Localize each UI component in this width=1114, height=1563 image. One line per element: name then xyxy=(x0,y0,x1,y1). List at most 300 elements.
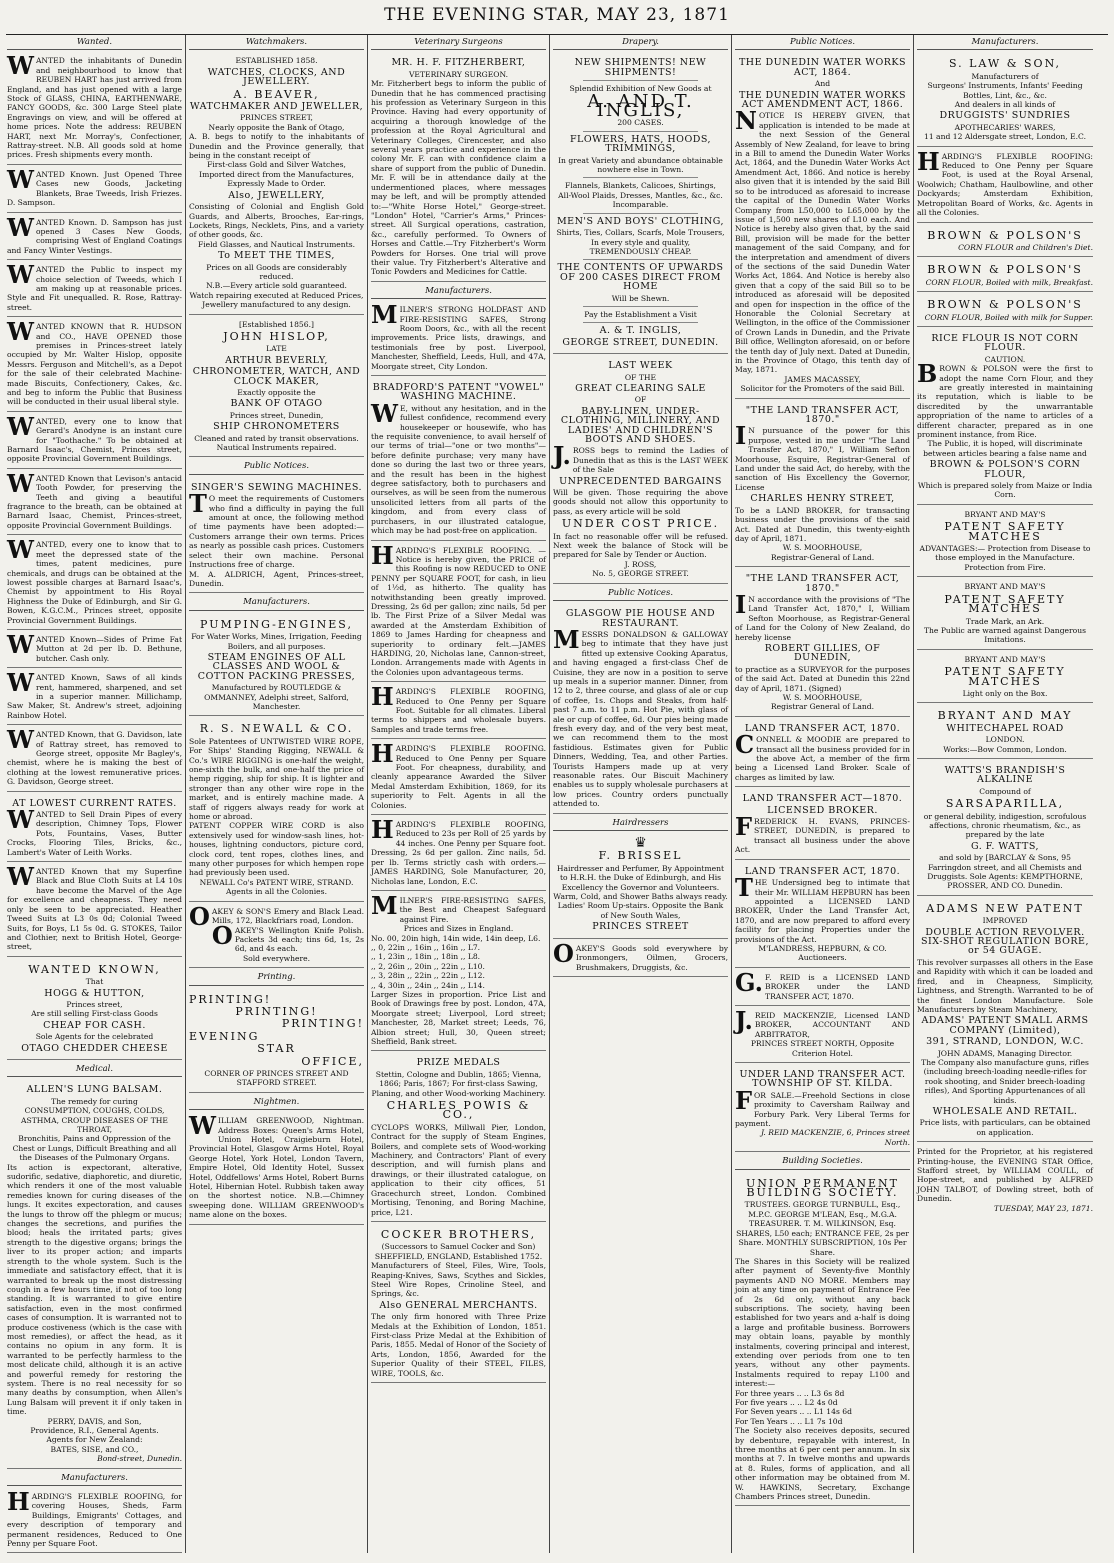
ad-line: PRINCES STREET NORTH, Opposite Criterion Hotel. xyxy=(750,1039,895,1058)
ad-heading: UNDER LAND TRANSFER ACT. TOWNSHIP OF ST. KILDA. xyxy=(739,1069,906,1090)
ad-heading: COCKER BROTHERS, xyxy=(380,1227,537,1241)
ad-line: ARTHUR BEVERLY, xyxy=(225,354,328,366)
ad-line: The remedy for curing xyxy=(51,1096,138,1106)
ad-text: WANTED, every one to know that Gerard's Anodyne is an instant cure for "Toothache." To be obtained at Barnard Isaac's, Chemist, Princes street, opposite Provincial Government Buildings. xyxy=(7,411,182,464)
notice-reid xyxy=(735,967,910,1006)
safe-row: ,, 3, 28in ,, 22in ,, 22in ,, L12. xyxy=(371,971,485,981)
notice-connell-moodie xyxy=(735,719,910,787)
ad-line: ADAMS' PATENT SMALL ARMS COMPANY (Limited), xyxy=(921,1015,1089,1036)
ad-oakey-goods xyxy=(553,938,728,977)
ad-line: The Company also manufacture guns, rifles (including breech-loading needle-rifles for rook shooting, and Snider breech-loading rifles), And Sporting Appurtenances of all kinds. xyxy=(921,1057,1089,1105)
ad-line: For Water Works, Mines, Irrigation, Feeding Boilers, and all purposes. xyxy=(191,632,362,651)
section-heading-wanted: Wanted. xyxy=(7,35,182,50)
ad-line: Which is prepared solely from Maize or India Corn. xyxy=(917,481,1093,500)
safe-row: No. 00, 20in high, 14in wide, 14in deep, L6. xyxy=(371,933,541,943)
ad-line: The Public, it is hoped, will discriminate between articles bearing a false name and xyxy=(923,439,1087,458)
ad-text: OAKEY'S Wellington Knife Polish. Packets 3d each; tins 6d, 1s, 2s 6d, and 4s each. xyxy=(211,920,364,954)
ad-line: N.B.—Every article sold guaranteed. xyxy=(206,281,347,291)
ad-text: TO meet the requirements of Customers who find a difficulty in paying the full amount at once, the following method of time payments have been adopted:—Customers arrange their own terms. Prices as nearly as possible cash prices. Customers select their own machine. Personal Instructions free of charge. xyxy=(189,489,364,570)
ad-brown-polson-3 xyxy=(917,294,1093,327)
ad-line: Manufacturers of xyxy=(971,71,1039,81)
ad-line: LONDON. xyxy=(985,735,1025,745)
ad-line: CHRONOMETER, WATCH, AND CLOCK MAKER, xyxy=(192,366,361,387)
ad-heading: SINGER'S SEWING MACHINES. xyxy=(190,481,363,493)
ad-text: WANTED Known—Sides of Prime Fat Mutton at 2d per lb. D. Bethune, butcher. Cash only. xyxy=(7,629,182,663)
ad-text: NOTICE IS HEREBY GIVEN, that application is intended to be made at the next Session of the General Assembly of New Zealand, for leave to bring in a Bill to amend the Dunedin Water Works Act, 1864, and the Dunedin Water Works Act Amendment Act, 1866. And notice is hereby also given that it is intended by the said Bill so to be introduced as aforesaid to increase the capital of the Dunedin Water Works Company from L50,000 to L65,000 by the issue of 1,500 new shares of L10 each. And Notice is hereby also given that, by the said Bill, provision will be made for the better management of the said Company, and for the interpretation and amendment of divers of the sections of the said Dunedin Water Works Act, 1864. And Notice is hereby also given that a copy of the said Bill so to be introduced as aforesaid will be deposited and open for inspection in the office of the Honorable the Colonial Secretary at Wellington, in the office of the Commissioner of Crown Lands in Dunedin, and the Private Bill office, Wellington aforesaid, on or before the tenth day of July next. Dated at Dunedin, in the Province of Otago, this tenth day of May, 1871. xyxy=(735,106,910,375)
manufacturers-ad-milner-1 xyxy=(371,302,546,376)
ad-text: WANTED, every one to know that to meet the depressed state of the times, patent medicines, pure chemicals, and drugs can be obtained at the lowest possible charges at Barnard Isaac's, Chemist by appointment to His Royal Highness the Duke of Edinburgh, and Sir G. Bowen, K.G.C.M., Princes street, opposite Provincial Government Buildings. xyxy=(7,535,182,625)
section-heading-public-notices: Public Notices. xyxy=(553,586,728,601)
ad-line: PERRY, DAVIS, and Son, xyxy=(47,1416,142,1426)
wanted-ad-sampson-2 xyxy=(7,212,182,261)
ad-line: That xyxy=(85,977,104,987)
ad-line: The Public are warned against Dangerous Imitations. xyxy=(923,625,1087,645)
section-heading-nightmen: Nightmen. xyxy=(189,1095,364,1110)
ad-line: SHARES, L50 each; ENTRANCE FEE, 2s per Share. MONTHLY SUBSCRIPTION, 10s Per Share. xyxy=(736,1228,909,1257)
ad-line: WATCHES, CLOCKS, AND JEWELLERY. xyxy=(207,66,346,88)
ad-line: BRYANT AND MAY'S xyxy=(964,582,1046,592)
wanted-ad-levison xyxy=(7,468,182,535)
ad-line: ADVANTAGES:— Protection from Disease to those employed in the Manufacture. Protection from Fire. xyxy=(919,544,1091,572)
section-heading-hairdressers: Hairdressers xyxy=(553,816,728,831)
ad-text: IN accordance with the provisions of "The Land Transfer Act, 1870," I, William Sefton Moorhouse, as Registrar-General of Land for the Colony of New Zealand, do hereby license xyxy=(735,589,910,642)
ad-line: NEWALL Co's PATENT WIRE, STRAND. Agents in all the Colonies. xyxy=(199,877,354,897)
ad-line: Compound of xyxy=(979,786,1031,796)
ad-line: BABY-LINEN, UNDER-CLOTHING, MILLINERY, AND LADIES' AND CHILDREN'S BOOTS AND SHOES. xyxy=(560,405,721,445)
ad-heading: S. LAW & SON, xyxy=(948,57,1061,71)
ad-text: The Society also receives deposits, secured by debenture, repayable with interest, In three months at 6 per cent per annum. In six months at 7. In twelve months and upwards at 8. Rules, forms of application, and all other information may be obtained from M. W. HAWKINS, Secretary, Exchange Chambers Princes street, Dunedin. xyxy=(735,1426,910,1502)
ad-line: GREAT CLEARING SALE xyxy=(575,382,706,394)
column-6 xyxy=(914,35,1096,1553)
ad-line: J. ROSS, xyxy=(624,559,657,569)
section-heading-drapery: Drapery. xyxy=(553,35,728,50)
ad-heading: BROWN & POLSON'S xyxy=(927,228,1083,242)
drapery-ad-ross xyxy=(553,356,728,584)
ad-text: M. A. ALDRICH, Agent, Princes-street, Dunedin. xyxy=(189,569,364,588)
medical-ad-allens-lung-balsam xyxy=(7,1080,182,1468)
royal-crest-icon: ♛ xyxy=(634,835,647,852)
notice-st-kilda xyxy=(735,1065,910,1152)
column-2 xyxy=(186,35,368,1553)
imprint-date: TUESDAY, MAY 23, 1871. xyxy=(994,1203,1093,1213)
ad-text: G.F. REID is a LICENSED LAND BROKER under the LAND TRANSFER ACT, 1870. xyxy=(735,967,910,1001)
ad-line: In every style and quality, xyxy=(590,237,691,247)
loan-row: For Seven years .. .. L1 14s 6d xyxy=(735,1407,852,1417)
divider xyxy=(583,177,698,178)
column-3 xyxy=(368,35,550,1553)
column-1 xyxy=(4,35,186,1553)
ad-text: MESSRS DONALDSON & GALLOWAY beg to intimate that they have just fitted up extensive Cooking Aparatus, and having engaged a first-class Chef de Cuisine, they are now in a position to serve up meals in a superior manner. Dinner, from 12 to 2, three course, and glass of ale or cup of coffee, 1s. Chops and Steaks, from half-past 7 a.m. to 11 p.m. Hot Pie, with glass of ale or cup of coffee, 6d. Our pies being made fresh every day, and of the very best meat, we can recommend them to the most fastidious. Estimates given for Public Dinners, Wedding, Tea, and other Parties. Tourists Hampers made up at very reasonable rates. Our Biscuit Machinery enables us to supply wholesale purchasers at low prices. Country orders punctually attended to. xyxy=(553,624,728,809)
wanted-ad-rose xyxy=(7,262,182,317)
ad-text: Will be given. Those requiring the above goods should not allow this opportunity to pass, as every article will be sold xyxy=(553,488,728,516)
column-4 xyxy=(550,35,732,1553)
ad-line: Will be Shewn. xyxy=(611,293,670,303)
ad-text: The only firm honored with Three Prize Medals at the Exhibition of London, 1851. First-class Prize Medal at the Exhibition of Paris, 1855. Medal of Honor of the Society of Arts, London, 1856, Awarded for the Superior Quality of their STEEL, FILES, WIRE, TOOLS, &c. xyxy=(371,1312,546,1378)
ad-line: STEAM ENGINES OF ALL CLASSES AND WOOL & COTTON PACKING PRESSES, xyxy=(197,651,356,682)
ad-line: Also, JEWELLERY, xyxy=(228,189,325,201)
ad-heading: LAND TRANSFER ACT, 1870. xyxy=(744,865,901,877)
ad-line: CORNER OF PRINCES STREET AND xyxy=(204,1068,349,1078)
manufacturers-ad-milner-2 xyxy=(371,890,546,1052)
ad-line: BANK OF OTAGO xyxy=(230,398,323,410)
ad-line: G. F. WATTS, xyxy=(970,840,1040,852)
ad-text: THE Undersigned beg to intimate that their Mr. WILLIAM HEPBURN has been appointed a LICENSED LAND BROKER, Under the Land Transfer Act, 1870, and are now prepared to afford every facility for placing Properties under the provisions of the Act. xyxy=(735,873,910,944)
ad-heading: "THE LAND TRANSFER ACT, 1870." xyxy=(745,573,900,594)
drapery-ad-inglis xyxy=(553,53,728,354)
section-heading-building-societies: Building Societies. xyxy=(735,1154,910,1169)
loan-row: For five years .. .. L2 4s 0d xyxy=(735,1398,838,1407)
ad-text: PATENT COPPER WIRE CORD is also extensively used for window-sash lines, hot-houses, lightning conductors, picture cord, clock cord, tent ropes, clothes lines, and many other purposes for which hempen rope had previously been used. xyxy=(189,821,364,878)
divider xyxy=(583,80,698,81)
section-heading-veterinary: Veterinary Surgeons xyxy=(371,35,546,50)
ad-line: A. & T. INGLIS, xyxy=(599,325,682,337)
ad-heading: CHARLES POWIS & CO., xyxy=(386,1099,531,1122)
ad-line: Bronchitis, Pains and Oppression of the Chest or Lungs, Difficult Breathing and all the Diseases of the Pulmonary Organs. xyxy=(12,1134,177,1163)
ad-line: Nearly opposite the Bank of Otago, xyxy=(208,122,345,132)
building-society-union xyxy=(735,1173,910,1507)
section-heading-medical: Medical. xyxy=(7,1062,182,1077)
wanted-ad-hogg-hutton xyxy=(7,959,182,1060)
ad-heading: NEW SHIPMENTS! NEW SHIPMENTS! xyxy=(574,57,707,78)
section-heading-manufacturers: Manufacturers. xyxy=(7,1471,182,1486)
ad-text: HARDING'S FLEXIBLE ROOFING, Reduced to 23s per Roll of 25 yards by 44 inches. One Penny per Square foot. Dressing, 2s 6d per gallon. Zinc nails, 5d. per lb. Terms strictly cash with orders.—JAMES HARDING, Sole Manufacturer, 20, Nicholas lane, London, E.C. xyxy=(371,815,546,886)
manufacturers-ad-cocker xyxy=(371,1224,546,1383)
ad-line: ESTABLISHED 1858. xyxy=(235,56,318,66)
ad-line: And dealers in all kinds of xyxy=(954,100,1056,110)
ad-line: JOHN ADAMS, Managing Director. xyxy=(937,1048,1073,1058)
ad-heading: AT LOWEST CURRENT RATES. xyxy=(12,797,177,809)
ad-line: OTAGO CHEDDER CHEESE xyxy=(21,1042,168,1054)
ad-text: In fact no reasonable offer will be refused. Next week the balance of Stock will be prepared for Sale by Tender or Auction. xyxy=(553,531,728,560)
ad-text: Sole Patentees of UNTWISTED WIRE ROPE, For Ships' Standing Rigging, NEWALL & Co.'s WIRE RIGGING is one-half the weight, one-sixth the bulk, and one-half the price of hemp rigging, ship for ship. It is lighter and stronger than any other wire rope in the market, and is entirely machine made. A staff of riggers always ready for work at home or abroad. xyxy=(189,736,364,822)
ad-heading: BROWN & POLSON'S xyxy=(927,298,1083,312)
manufacturers-ad-harding xyxy=(7,1489,182,1553)
ad-line: Works:—Bow Common, London. xyxy=(943,744,1067,754)
section-heading-manufacturers: Manufacturers. xyxy=(917,35,1093,50)
wanted-ad-reuben-hart xyxy=(7,53,182,164)
ad-line: Cleaned and rated by transit observations. Nautical Instruments repaired. xyxy=(194,433,359,453)
manufacturers-ad-harding-2 xyxy=(371,684,546,739)
ad-line: PRINTING! xyxy=(189,992,272,1006)
notice-land-transfer-street xyxy=(735,401,910,568)
ad-watts-sarsaparilla xyxy=(917,761,1093,896)
ad-line: Sole Agents for the celebrated xyxy=(35,1032,154,1042)
ad-line: IMPROVED xyxy=(982,916,1028,926)
ad-line: TREASURER. T. M. WILKINSON, Esq. xyxy=(749,1219,896,1229)
ad-heading: LAND TRANSFER ACT—1870. xyxy=(742,793,903,805)
ad-text: WANTED Known that my Superfine Black and Blue Cloth Suits at L4 10s have become the Marvel of the Age for excellence and cheapness. They need only be seen to be appreciated. Heather Tweed Suits at L3 0s 0d; Colonial Tweed Suits, for Boys, L1 5s 0d. G. STOKES, Tailor and Clothier, next to British Hotel, George-street, xyxy=(7,862,182,952)
ad-line: PRINTING! xyxy=(235,1004,318,1018)
wanted-ad-millichamp xyxy=(7,670,182,725)
ad-line: PRINCES STREET xyxy=(592,921,689,933)
ad-text: WANTED the inhabitants of Dunedin and neighbourhood to know that REUBEN HART has just arrived from England, and has just opened with a large Stock of GLASS, CHINA, EARTHENWARE, FANCY GOODS, &c. 300 Large Steel plate Engravings on view, and will be offered at home prices. Note the address: REUBEN HART, next Mr. Morray's, Confectioner, Rattray-street. N.B. All goods sold at home prices. Fresh shipments every month. xyxy=(7,51,182,160)
ad-line: Watch repairing executed at Reduced Prices, xyxy=(189,290,364,300)
ad-text: J.ROSS begs to remind the Ladies of Dunedin that as this is the LAST WEEK of the Sale xyxy=(553,441,728,475)
section-heading-public-notices: Public Notices. xyxy=(735,35,910,50)
divider xyxy=(583,259,698,260)
safe-row: ,, 0, 22in ,, 16in ,, 16in ,, L7. xyxy=(371,942,481,952)
ad-line: CONSUMPTION, COUGHS, COLDS, ASTHMA, CROUP DISEASES OF THE THROAT, xyxy=(21,1106,168,1134)
ad-line: Registrar-General of Land. xyxy=(770,552,875,562)
ad-heading: F. BRISSEL xyxy=(598,849,683,863)
ad-line: UNPRECEDENTED BARGAINS xyxy=(559,475,722,487)
ad-line: Bond-street, Dunedin. xyxy=(97,1454,182,1464)
ad-line: (Successors to Samuel Cocker and Son) SHEFFIELD, ENGLAND, Established 1752. xyxy=(374,1242,543,1261)
safe-row: ,, 4, 30in ,, 24in ,, 24in ,, L14. xyxy=(371,980,485,990)
divider xyxy=(583,306,698,307)
ad-line: Shirts, Ties, Collars, Scarfs, Mole Trousers, xyxy=(556,228,725,238)
ad-line: Pay the Establishment a Visit xyxy=(584,309,697,319)
nightmen-ad-greenwood xyxy=(189,1113,364,1224)
ad-line: M'LANDRESS, HEPBURN, & CO. Auctioneers. xyxy=(758,943,887,963)
ad-line: Are still selling First-class Goods xyxy=(31,1009,158,1019)
ad-line: Prices on all Goods are considerably reduced. xyxy=(206,262,347,281)
ad-line: DOUBLE ACTION REVOLVER. SIX-SHOT REGULATION BORE, or 54 GUAGE. xyxy=(921,926,1089,957)
watchmakers-ad-hislop xyxy=(189,317,364,458)
ad-line: OFFICE, xyxy=(301,1054,364,1068)
ad-line: BRYANT AND MAY'S xyxy=(964,654,1046,664)
ad-heading: GLASGOW PIE HOUSE AND RESTAURANT. xyxy=(565,608,716,629)
ad-rice-flour-caution xyxy=(917,329,1093,505)
page-columns xyxy=(4,35,1110,1553)
notice-evans xyxy=(735,789,910,859)
safe-row: ,, 2, 26in ,, 20in ,, 22in ,, L10. xyxy=(371,961,485,971)
divider xyxy=(583,213,698,214)
ad-text: WANTED KNOWN that R. HUDSON and CO., HAVE OPENED those premises in Princes-street lately occupied by Mr. Walter Hislop, opposite Messrs. Ferguson and Mitchell's, as a Depot for the sale of their celebrated Machine-made Biscuits, Confectionery, Cakes, &c. and beg to inform the Public that Business will be conducted in their usual liberal style. xyxy=(7,317,182,407)
ad-line: SHIP CHRONOMETERS xyxy=(213,421,340,433)
ad-text: FREDERICK H. EVANS, PRINCES-STREET, DUNEDIN, is prepared to transact all business under the above Act. xyxy=(735,812,910,855)
imprint xyxy=(917,1144,1093,1217)
ad-bryant-may-2 xyxy=(917,579,1093,649)
manufacturers-ad-harding xyxy=(917,146,1093,223)
wanted-ad-gerard xyxy=(7,411,182,469)
ad-text: The Shares in this Society will be realized after payment of Seventy-five Monthly payments AND NO MORE. Members may join at any time on payment of Entrance Fee of 2s 6d only, without any back subscriptions. The society, having been established for two years and a-half is doing a large and profitable business. Borrowers may obtain loans, payable by monthly instalments, covering principal and interest, extending over periods from one to ten years, without any other payments. Instalments required to repay L100 and interest:— xyxy=(735,1256,910,1389)
ad-text: IN pursuance of the power for this purpose, vested in me under "The Land Transfer Act, 1870," I, William Sefton Moorhouse, Esquire, Registrar-General of Land under the said Act, do hereby, with the sanction of His Excellency the Governor, License xyxy=(735,421,910,492)
ad-text: BROWN & POLSON were the first to adopt the name Corn Flour, and they are greatly interested in maintaining its reputation, which is liable to be discredited by the unwarrantable appropriation of the name to articles of a different character, prepared as in one prominent instance, from Rice. xyxy=(917,359,1093,439)
ad-heading: A. AND T. INGLIS, xyxy=(587,90,694,122)
ad-heading: LAND TRANSFER ACT, 1870. xyxy=(744,722,901,734)
ad-text: HARDING'S FLEXIBLE ROOFING. —Notice is hereby given, the PRICE of this Roofing is now REDUCED to ONE PENNY per SQUARE FOOT, for cash, in lieu of 1½d, as hitherto. The quality has notwithstanding been greatly improved. Dressing, 2s 6d per gallon; zinc nails, 5d per lb. The First Prize of a Silver Medal was awarded at the Amsterdam Exhibition of 1869 to James Harding for cheapness and superiority to ordinary felt.—JAMES HARDING, 20, Nicholas lane, Cannon-street, London. Arrangements made with Agents in the Colonies upon advantageous terms. xyxy=(371,540,546,677)
section-heading-manufacturers: Manufacturers. xyxy=(371,284,546,299)
ad-line: Manufactured by ROUTLEDGE & OMMANNEY, Adelphi street, Salford, Manchester. xyxy=(204,683,349,711)
ad-line: No. 5, GEORGE STREET. xyxy=(592,569,689,579)
ad-bryant-may-1 xyxy=(917,507,1093,577)
ad-heading: THE DUNEDIN WATER WORKS ACT AMENDMENT ACT, 1866. xyxy=(738,89,907,111)
ad-heading: BRADFORD'S PATENT "VOWEL" WASHING MACHINE. xyxy=(372,382,545,403)
ad-text: WANTED to Sell Drain Pipes of every description, Chimney Tops, Flower Pots, Fountains, Vases, Butter Crocks, Flooring Tiles, Bricks, &c., Lambert's Water of Leith Works. xyxy=(7,805,182,857)
ad-line: THE CONTENTS OF UPWARDS OF 200 CASES DIRECT FROM HOME xyxy=(557,262,724,293)
ad-line: LICENSED BROKER. xyxy=(767,804,878,816)
wanted-ad-hudson xyxy=(7,319,182,412)
ad-text: FOR SALE.—Freehold Sections in close proximity to Caversham Railway and Forbury Park. Very Liberal Terms for payment. xyxy=(735,1085,910,1129)
ad-heading: UNION PERMANENT BUILDING SOCIETY. xyxy=(746,1176,899,1200)
ad-line: 11 and 12 Aldersgate street, London, E.C. xyxy=(923,132,1086,142)
column-5 xyxy=(732,35,914,1553)
ad-heading: MR. H. F. FITZHERBERT, xyxy=(391,57,526,69)
notice-water-works-act xyxy=(735,53,910,398)
ad-line: Hairdresser and Perfumer, By Appointment to H.R.H. the Duke of Edinburgh, and His Excellency the Governor and Volunteers. Warm, Cold, and Shower Baths always ready. Ladies' Room Up-stairs. Opposite the Bank of New South Wales, xyxy=(553,863,728,920)
ad-line: WHITECHAPEL ROAD xyxy=(946,722,1064,734)
ad-heading: WATTS'S BRANDISH'S ALKALINE xyxy=(944,764,1066,786)
ad-heading: WANTED KNOWN, xyxy=(28,962,161,976)
ad-text: WANTED Known, Saws of all kinds rent, hammered, sharpened, and set in a superior manner. Millichamp, Saw Maker, St. Andrew's street, adjoining Rainbow Hotel. xyxy=(7,668,182,720)
ad-line: Agents for New Zealand: xyxy=(46,1435,143,1445)
notice-ad-singer xyxy=(189,478,364,593)
ad-text: Mr. Fitzherbert begs to inform the public of Dunedin that he has commenced practising his profession as Veterinary Surgeon in this Province. Having had every opportunity of acquiring a thorough knowledge of the profession at the Royal Agricultural and Veterinary Colleges, Cirencester, and also several years practice and experience in the colony Mr. F. can with confidence claim a share of support from the public of Dunedin. Mr. F. will be in attendance daily at the undermentioned places, where messages may be left, and will be promptly attended to:—"White Horse Hotel," George-street. "London" Hotel, "Carrier's Arms," Princes-street. All Surgical operations, castration, &c., carefully performed. To Owners of Horses and Cattle.—Try Fitzherbert's Worm Powders for Horses. One trial will prove their value. Try Fitzherbert's Alterative and Tonic Powders and Medicines for Cattle. xyxy=(371,79,546,277)
ad-text: OAKEY & SON'S Emery and Black Lead. Mills, 172, Blackfriars road, London. xyxy=(189,901,364,931)
ad-heading: THE DUNEDIN WATER WORKS ACT, 1864. xyxy=(738,57,907,78)
section-heading-public-notices: Public Notices. xyxy=(189,459,364,474)
veterinary-ad-fitzherbert xyxy=(371,53,546,281)
watchmakers-ad-beaver xyxy=(189,53,364,314)
ad-line: 200 CASES. xyxy=(617,118,664,128)
ad-line: Providence, R.I., General Agents. xyxy=(30,1426,159,1435)
ad-line: TRUSTEES. GEORGE TURNBULL, Esq., M.P.C. GEORGE M'LEAN, Esq., M.G.A. xyxy=(744,1200,901,1219)
ad-line: UNDER COST PRICE. xyxy=(561,517,720,531)
section-heading-printing: Printing. xyxy=(189,970,364,985)
ad-line: VETERINARY SURGEON. xyxy=(408,69,509,79)
wanted-ad-stokes xyxy=(7,864,182,957)
ad-text: to practice as a SURVEYOR for the purposes of the said Act. Dated at Dunedin this 22nd day of April, 1871. (Signed) xyxy=(735,664,910,693)
ad-line: BRYANT AND MAY'S xyxy=(964,509,1046,519)
manufacturers-ad-harding-4 xyxy=(371,817,546,891)
ad-line: TREMENDOUSLY CHEAP. xyxy=(589,246,692,256)
masthead: THE EVENING STAR, MAY 23, 1871 xyxy=(6,0,1108,35)
ad-text: Manufacturers of Steel, Files, Wire, Tools, Reaping-Knives, Saws, Scythes and Sickles, Steel Wire Ropes, Crinoline Steel, and Springs, &c. xyxy=(371,1261,546,1299)
ad-line: BROWN & POLSON'S CORN FLOUR, xyxy=(929,459,1081,480)
ad-text: J.REID MACKENZIE, Licensed LAND BROKER, ACCOUNTANT AND ARBITRATOR, xyxy=(735,1005,910,1039)
notice-mackenzie xyxy=(735,1005,910,1063)
ad-text: HARDING'S FLEXIBLE ROOFING: Reduced to One Penny per Square Foot, is used at the Royal Arsenal, Woolwich; Chatham, Haulbowline, and other Dockyards; Amsterdam Exhibition, Metropolitan Board of Works, &c. Agents in all the Colonies. xyxy=(917,146,1093,218)
ad-line: Field Glasses, and Nautical Instruments. xyxy=(197,239,356,249)
ad-heading: JOHN HISLOP, xyxy=(223,329,330,343)
ad-line: Prices and Sizes in England. xyxy=(403,924,514,934)
ad-line: 391, STRAND, LONDON, W.C. xyxy=(926,1036,1084,1048)
ad-line: Splendid Exhibition of New Goods at xyxy=(569,84,712,94)
section-heading-watchmakers: Watchmakers. xyxy=(189,35,364,50)
ad-line: LATE xyxy=(266,344,287,354)
ad-line: Surgeons' Instruments, Infants' Feeding Bottles, Lint, &c., &c. xyxy=(927,81,1083,100)
ad-text: OAKEY'S Goods sold everywhere by Ironmongers, Oilmen, Grocers, Brushmakers, Druggists, &c. xyxy=(553,938,728,972)
ad-line: Solicitor for the Promoters of the said Bill. xyxy=(740,384,905,394)
ad-line: J. REID MACKENZIE, 6, Princes street North. xyxy=(760,1128,910,1147)
ad-line: Princes street, xyxy=(66,999,123,1009)
ad-text: HARDING'S FLEXIBLE ROOFING, for covering Houses, Sheds, Farm Buildings, Emigrants' Cottages, and every description of temporary and permanent residences, Reduced to One Penny per Square Foot. xyxy=(7,1487,182,1549)
ad-line: [Established 1856.] xyxy=(239,319,314,329)
ad-heading: ALLEN'S LUNG BALSAM. xyxy=(26,1084,163,1096)
ad-heading: BRYANT AND MAY xyxy=(937,709,1073,723)
ad-line: BATES, SISE, and CO., xyxy=(50,1444,139,1454)
ad-text: A. B. begs to notify to the inhabitants of Dunedin and the Province generally, that being in the constant receipt of xyxy=(189,132,364,161)
loan-row: For Ten Years .. .. L1 7s 10d xyxy=(735,1416,843,1426)
ad-text: Larger Sizes in proportion. Price List and Book of Drawings free by post. London, 47A, Moorgate street; Liverpool, Lord street; Manchester, 28, Market street; Leeds, 76, Albion street; Hull, 30, Queen street; Sheffield, Bank street. xyxy=(371,989,546,1046)
wanted-ad-lambert xyxy=(7,794,182,862)
manufacturers-ad-oakey xyxy=(189,901,364,968)
manufacturers-ad-bradford xyxy=(371,378,546,541)
ad-text: WE, without any hesitation, and in the fullest confidence, recommend every housekeeper or housewife, who has the requisite convenience, to avail herself of our terms of trial—"one or two months"—before definite purchase; very many have done so during the last two or three years, and the result has been in the highest degree satisfactory, both to purchasers and ourselves, as will be seen from the numerous unsolicited letters from all parts of the kingdom, and from every class of purchasers, in our illustrated catalogue, which may be had post-free on application. xyxy=(371,398,546,536)
ad-heading: SARSAPARILLA, xyxy=(945,797,1065,811)
notice-land-transfer-gillies xyxy=(735,569,910,717)
ad-heading: PRIZE MEDALS xyxy=(416,1057,501,1069)
ad-line: DRUGGISTS' SUNDRIES xyxy=(939,110,1071,122)
ad-line: STAR xyxy=(257,1042,296,1056)
ad-line: Light only on the Box. xyxy=(962,688,1048,698)
ad-text: CONNELL & MOODIE are prepared to transact all the business provided for in the above Act, a member of the firm being a Licensed Land Broker. Scale of charges as limited by law. xyxy=(735,730,910,782)
ad-line: OF xyxy=(634,395,647,405)
ad-bryant-may-4 xyxy=(917,705,1093,759)
ad-heading: PATENT SAFETY MATCHES xyxy=(944,592,1066,616)
ad-line: APOTHECARIES' WARES, xyxy=(954,122,1056,132)
notice-ad-glasgow-pie-house xyxy=(553,604,728,814)
ad-line: Stettin, Cologne and Dublin, 1865; Vienna, 1866; Paris, 1867; For first-class Sawing, Planing, and other Wood-working Machinery. xyxy=(371,1069,546,1098)
ad-line: Also GENERAL MERCHANTS. xyxy=(379,1299,538,1311)
ad-line: To MEET THE TIMES, xyxy=(218,250,335,262)
ad-text: HARDING'S FLEXIBLE ROOFING, Reduced to One Penny per Square Foot. Suitable for all climates. Liberal terms to shippers and wholesale buyers. Samples and trade terms free. xyxy=(371,682,546,734)
ad-text: MILNER'S STRONG HOLDFAST AND FIRE-RESISTING SAFES, Strong Room Doors, &c., with all the recent improvements. Price lists, drawings, and testimonials free by post. Liverpool, Manchester, Sheffield, Leeds, Hull, and 47A, Moorgate street, City London. xyxy=(371,300,546,371)
ad-line: W. S. MOORHOUSE, xyxy=(782,693,863,702)
ad-line: Registrar General of Land. xyxy=(770,702,875,712)
ad-line: W. S. MOORHOUSE, xyxy=(782,543,863,553)
ad-heading: R. S. NEWALL & CO. xyxy=(199,722,354,736)
ad-heading: BROWN & POLSON'S xyxy=(927,263,1083,277)
ad-line: EVENING xyxy=(189,1029,260,1043)
ad-line: First-class Gold and Silver Watches, xyxy=(207,160,346,170)
ad-heading: PATENT SAFETY MATCHES xyxy=(944,665,1066,688)
ad-text: WANTED Known. Just Opened Three Cases new Goods, Jacketing Blankets, Brae Tweeds, Irish Friezes. D. Sampson. xyxy=(7,164,182,208)
ad-adams-revolver xyxy=(917,898,1093,1142)
ad-text: CYCLOPS WORKS, Millwall Pier, London, Contract for the supply of Steam Engines, Boilers, and complete sets of Wood-working Machinery, and Contractors' Plant of every description, and will furnish plans and drawings, or their illustrated catalogue, on application to their city offices, 51 Gracechurch street, London. Combined Mortising, Tenoning, and Boring Machine, price, L21. xyxy=(371,1122,546,1217)
manufacturers-ad-law xyxy=(917,53,1093,146)
ad-text: WANTED Known that Levison's antacid Tooth Powder, for preserving the Teeth and giving a beautiful fragrance to the breath, can be obtained at Barnard Isaac, Chemist, Princes-street, opposite Provincial Government Buildings. xyxy=(7,468,182,530)
imprint-text: Printed for the Proprietor, at his registered Printing-house, the EVENING STAR Office, Stafford street, by WILLIAM COULL, of Hope-street, and published by ALFRED JOHN TALBOT, of Dowling street, both of Dunedin. xyxy=(917,1147,1093,1204)
wanted-ad-isaac xyxy=(7,537,182,630)
wanted-ad-sampson-1 xyxy=(7,164,182,213)
wanted-ad-davidson xyxy=(7,727,182,791)
ad-line: PRINTING! xyxy=(281,1017,364,1031)
ad-line: WATCHMAKER AND JEWELLER, xyxy=(189,101,364,113)
loan-row: For three years .. .. L3 6s 8d xyxy=(735,1388,845,1398)
ad-heading: ADAMS NEW PATENT xyxy=(926,901,1084,915)
ad-text: HARDING'S FLEXIBLE ROOFING. Reduced to One Penny per Square Foot. For cheapness, durability, and cleanly appearance Awarded the Silver Medal Amsterdam Exhibition, 1869, for its superiority to Felt. Agents in all the Colonies. xyxy=(371,739,546,810)
ad-heading: "THE LAND TRANSFER ACT, 1870." xyxy=(745,404,900,426)
divider xyxy=(583,322,698,323)
ad-line: PRINCES STREET, xyxy=(240,113,313,123)
ad-text: WILLIAM GREENWOOD, Nightman. Address Boxes: Queen's Arms Hotel, Union Hotel, Craigieburn Hotel, Provincial Hotel, Glasgow Arms Hotel, Royal George Hotel, York Hotel, London Tavern, Empire Hotel, Old Identity Hotel, Sussex Hotel, Oddfellows' Arms Hotel, Robert Burns Hotel, Hibernian Hotel. Rubbish taken away on the shortest notice. N.B.—Chimney sweeping done. WILLIAM GREENWOOD's name alone on the boxes. xyxy=(189,1111,364,1220)
ad-text: Its action is expectorant, alterative, sudorific, sedative, diaphoretic, and diuretic, which renders it one of the most valuable remedies known for curing diseases of the lungs. It excites expectoration, and causes the lungs to throw off the phlegm or mucus; changes the secretions, and purifies the blood; heals the irritated parts; gives strength to the digestive organs; brings the liver to its proper action; and imparts strength to the whole system. Such is the immediate and satisfactory effect, that it is warranted to break up the most distressing cough in a few hours time, if not of too long standing. It is warranted to give entire satisfaction, even in the most confirmed cases of consumption. It is warranted not to produce costiveness (which is the case with most remedies), or affect the head, as it contains no opium in any form. It is warranted to be perfectly harmless to the most delicate child, although it is an active and powerful remedy for restoring the system. There is no real necessity for so many deaths by consumption, when Allen's Lung Balsam will prevent it if only taken in time. xyxy=(7,1162,182,1417)
ad-line: Jewellery manufactured to any design. xyxy=(202,300,351,310)
ad-line: ROBERT GILLIES, OF DUNEDIN, xyxy=(764,642,881,664)
ad-line: WHOLESALE AND RETAIL. xyxy=(932,1105,1078,1117)
ad-line: Price lists, with particulars, can be obtained on application. xyxy=(919,1118,1091,1137)
notice-hepburn xyxy=(735,862,910,968)
ad-line: Sold everywhere. xyxy=(242,953,311,963)
ad-line: Flannels, Blankets, Calicoes, Shirtings, xyxy=(565,181,716,191)
ad-line: CORN FLOUR, Boiled with milk, Breakfast. xyxy=(925,277,1093,287)
ad-line: All-Wool Plaids, Dresses, Mantles, &c., &c. xyxy=(558,190,723,200)
ad-line: CORN FLOUR, Boiled with milk for Supper. xyxy=(924,312,1093,322)
wanted-ad-bethune xyxy=(7,629,182,668)
ad-line: Imported direct from the Manufactures, Expressly Made to Order. xyxy=(199,169,354,189)
ad-heading: PATENT SAFETY MATCHES xyxy=(944,520,1066,543)
divider xyxy=(583,131,698,132)
ad-line: Incomparable. xyxy=(612,200,669,210)
ad-text: MILNER'S FIRE-RESISTING SAFES, the Best and Cheapest Safeguard against Fire. xyxy=(371,890,546,924)
ad-line: and sold by [BARCLAY & Sons, 95 Farringdon street, and all Chemists and Druggists. Sole Agents: KEMPTHORNE, PROSSER, AND CO. Dunedin. xyxy=(927,853,1083,891)
manufacturers-ad-routledge xyxy=(189,614,364,717)
ad-line: MEN'S AND BOYS' CLOTHING, xyxy=(556,215,725,227)
ad-line: or general debility, indigestion, scrofulous affections, chronic rheumatism, &c., as prepared by the late xyxy=(923,811,1087,840)
ad-line: Trade Mark, an Ark. xyxy=(965,616,1045,626)
